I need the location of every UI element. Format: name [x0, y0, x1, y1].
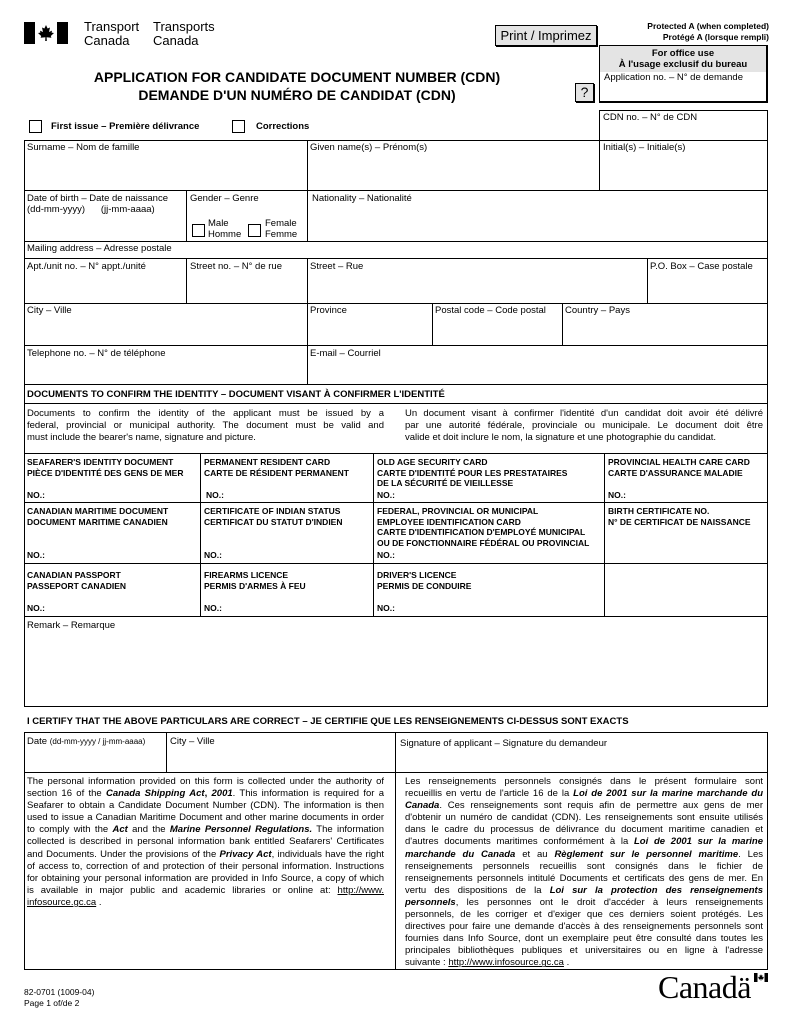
indian-status-number-field[interactable]: NO.:: [204, 550, 222, 560]
female-label: Female Femme: [265, 218, 298, 240]
seafarer-id-document: SEAFARER'S IDENTITY DOCUMENT PIÈCE D'IDENTITÉ DES GENS DE MER: [27, 457, 184, 478]
old-age-security-number-field[interactable]: NO.:: [377, 490, 395, 500]
page-title: APPLICATION FOR CANDIDATE DOCUMENT NUMBER (CDN) DEMANDE D'UN NUMÉRO DE CANDIDAT (CDN): [93, 69, 501, 103]
passport-number-field[interactable]: NO.:: [27, 603, 45, 613]
street-field[interactable]: Street – Rue: [310, 261, 364, 272]
certify-city-field[interactable]: City – Ville: [170, 736, 215, 747]
permanent-resident-card: PERMANENT RESIDENT CARD CARTE DE RÉSIDENT PERMANENT: [204, 457, 349, 478]
wordmark-flag-icon: [754, 973, 768, 982]
male-checkbox[interactable]: [192, 224, 205, 237]
po-box-field[interactable]: P.O. Box – Case postale: [650, 261, 753, 272]
date-of-birth-field[interactable]: Date of birth – Date de naissance (dd-mm-yyyy) (jj-mm-aaaa): [27, 193, 169, 215]
provincial-health-card: PROVINCIAL HEALTH CARE CARD CARTE D'ASSURANCE MALADIE: [608, 457, 750, 478]
male-label: Male Homme: [208, 218, 242, 240]
initials-field[interactable]: Initial(s) – Initiale(s): [603, 142, 686, 153]
city-field[interactable]: City – Ville: [27, 305, 72, 316]
remark-field[interactable]: Remark – Remarque: [27, 620, 116, 631]
form-number: 82-0701 (1009-04) Page 1 of/de 2: [24, 987, 95, 1008]
application-number-field[interactable]: Application no. – N° de demande: [604, 72, 744, 83]
cdn-number-field[interactable]: CDN no. – N° de CDN: [603, 112, 698, 123]
first-issue-label: First issue – Première délivrance: [51, 121, 200, 132]
office-use-label-fr: À l'usage exclusif du bureau: [618, 59, 748, 70]
canadian-maritime-document: CANADIAN MARITIME DOCUMENT DOCUMENT MARITIME CANADIEN: [27, 506, 169, 527]
protected-notice: Protected A (when completed) Protégé A (lorsque rempli): [647, 21, 769, 42]
apt-unit-field[interactable]: Apt./unit no. – N° appt./unité: [27, 261, 146, 272]
telephone-field[interactable]: Telephone no. – N° de téléphone: [27, 348, 166, 359]
country-field[interactable]: Country – Pays: [565, 305, 630, 316]
canadian-passport: CANADIAN PASSPORT PASSEPORT CANADIEN: [27, 570, 127, 591]
privacy-notice-fr: Les renseignements personnels consignés dans le présent formulaire sont recueillis en vertu de l'article 16 de la Loi de 2001 sur la marine marchande du Canada. Ces renseignements sont requis afin de permettre aux gens de mer d'obtenir un numéro de candidat (CDN). Les renseignements sont ensuite utilisés dans le cadre du processus de délivrance du document maritime canadien et d'autres documents maritimes conformément à la Loi de 2001 sur la marine marchande du Canada et au Règlement sur le personnel maritime. Les renseignements personnels recueillis sont consignés dans le fichier de renseignements personnels intitulé Documents et certificats des gens de mer. En vertu des dispositions de la Loi sur la protection des renseignements personnels, les personnes ont le droit d'accéder à leurs renseignements personnels, de les corriger et d'exiger que ces derniers soient protégés. Les directives pour faire une demande d'accès à des renseignements personnels sont fournies dans Info Source, dont un exemplaire peut être consulté dans toutes les principales bibliothèques publiques et universitaires ou en ligne à l'adresse suivante : http://www.infosource.gc.ca .: [405, 776, 763, 969]
drivers-licence-number-field[interactable]: NO.:: [377, 603, 395, 613]
corrections-checkbox[interactable]: [232, 120, 245, 133]
firearms-number-field[interactable]: NO.:: [204, 603, 222, 613]
street-number-field[interactable]: Street no. – N° de rue: [190, 261, 282, 272]
indian-status-certificate: CERTIFICATE OF INDIAN STATUS CERTIFICAT DU STATUT D'INDIEN: [204, 506, 343, 527]
given-name-field[interactable]: Given name(s) – Prénom(s): [310, 142, 428, 153]
canada-wordmark: Canadä: [658, 970, 770, 1004]
help-icon: ?: [580, 84, 589, 100]
firearms-licence: FIREARMS LICENCE PERMIS D'ARMES À FEU: [204, 570, 306, 591]
maritime-document-number-field[interactable]: NO.:: [27, 550, 45, 560]
documents-heading: DOCUMENTS TO CONFIRM THE IDENTITY – DOCUMENT VISANT À CONFIRMER L'IDENTITÉ: [27, 389, 445, 400]
certify-heading: I CERTIFY THAT THE ABOVE PARTICULARS ARE CORRECT – JE CERTIFIE QUE LES RENSEIGNEMENTS CI-DESSUS SONT EXACTS: [27, 716, 629, 727]
department-name-en: Transport Canada: [84, 19, 140, 48]
nationality-field[interactable]: Nationality – Nationalité: [312, 193, 412, 204]
department-name-fr: Transports Canada: [153, 19, 215, 48]
female-checkbox[interactable]: [248, 224, 261, 237]
drivers-licence: DRIVER'S LICENCE PERMIS DE CONDUIRE: [377, 570, 472, 591]
birth-certificate-field[interactable]: BIRTH CERTIFICATE NO. N° DE CERTIFICAT DE NAISSANCE: [608, 506, 751, 527]
employee-id-number-field[interactable]: NO.:: [377, 550, 395, 560]
certify-date-field[interactable]: Date (dd-mm-yyyy / jj-mm-aaaa): [27, 736, 146, 747]
email-field[interactable]: E-mail – Courriel: [310, 348, 381, 359]
canada-flag-icon: [24, 22, 68, 44]
province-field[interactable]: Province: [310, 305, 347, 316]
office-use-box: [599, 45, 768, 103]
surname-field[interactable]: Surname – Nom de famille: [27, 142, 140, 153]
old-age-security-card: OLD AGE SECURITY CARD CARTE D'IDENTITÉ POUR LES PRESTATAIRES DE LA SÉCURITÉ DE VIEILLESSE: [377, 457, 568, 488]
first-issue-checkbox[interactable]: [29, 120, 42, 133]
gender-label: Gender – Genre: [190, 193, 259, 204]
office-use-label: For office use: [651, 48, 715, 59]
print-button-label: Print / Imprimez: [500, 28, 592, 43]
permanent-resident-number-field[interactable]: NO.:: [206, 490, 224, 500]
mailing-address-label: Mailing address – Adresse postale: [27, 243, 172, 254]
privacy-notice-en: The personal information provided on this form is collected under the authority of section 16 of the Canada Shipping Act, 2001. This information is required for a Seafarer to obtain a Candidate Document Number (CDN). The information is then used to issue a Canadian Maritime Document and other marine documents in order to comply with the Act and the Marine Personnel Regulations. The information collected is described in personal information bank entitled Seafarers' Certificates and Documents. Under the provisions of the Privacy Act, individuals have the right of access to, correction of and protection of their personal information. Instructions for obtaining your personal information are provided in Info Source, a copy of which is available in major public and academic libraries or online at: http://www. infosource.gc.ca .: [27, 776, 384, 908]
documents-intro-en: Documents to confirm the identity of the applicant must be issued by a federal, provincial or municipal authority. The document must be valid and must include the bearer's name, signature and picture.: [27, 408, 384, 444]
corrections-label: Corrections: [256, 121, 310, 132]
provincial-health-number-field[interactable]: NO.:: [608, 490, 626, 500]
postal-code-field[interactable]: Postal code – Code postal: [435, 305, 546, 316]
seafarer-id-number-field[interactable]: NO.:: [27, 490, 45, 500]
employee-id-card: FEDERAL, PROVINCIAL OR MUNICIPAL EMPLOYEE IDENTIFICATION CARD CARTE D'IDENTIFICATION D'EMPLOYÉ MUNICIPAL OU DE FONCTIONNAIRE FÉDÉRAL OU PROVINCIAL: [377, 506, 590, 548]
signature-field[interactable]: Signature of applicant – Signature du demandeur: [400, 738, 608, 749]
print-button[interactable]: [495, 25, 597, 46]
documents-intro-fr: Un document visant à confirmer l'identité d'un candidat doit avoir été délivré par une autorité fédérale, provinciale ou municipale. Le document doit être valide et doit inclure le nom, la signature et une photographie du candidat.: [405, 408, 763, 444]
